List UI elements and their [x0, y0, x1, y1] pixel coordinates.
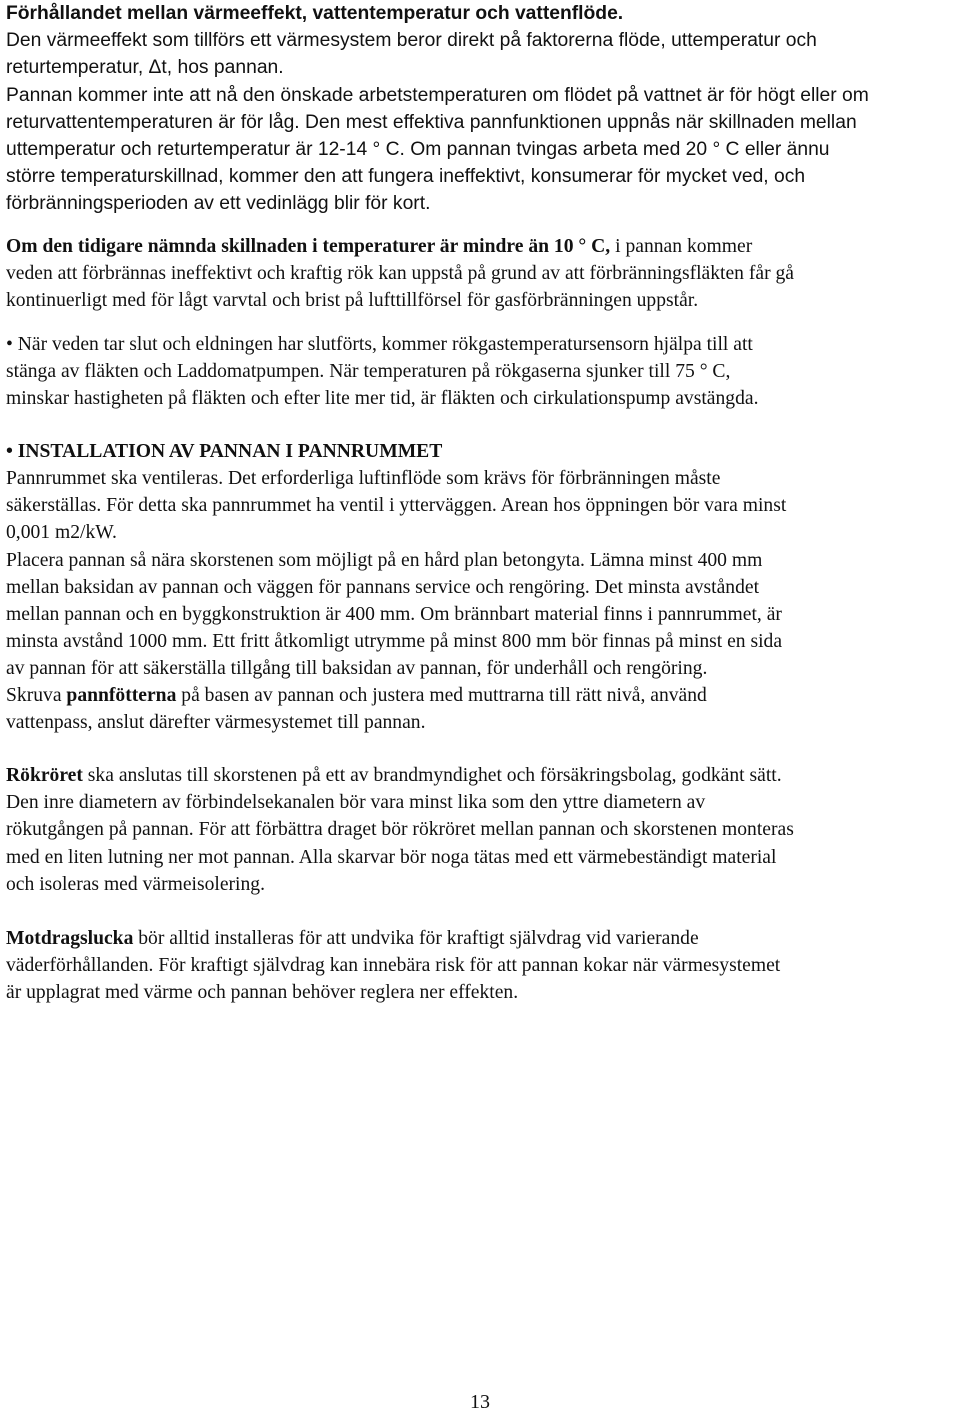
flue-bold-lead: Rökröret [6, 765, 83, 787]
paragraph-line: säkerställas. För detta ska pannrummet ha ventil i ytterväggen. Arean hos öppningen bör vara minst [6, 495, 787, 517]
paragraph-line: väderförhållanden. För kraftigt självdrag kan innebära risk för att pannan kokar när värmesystemet [6, 954, 781, 976]
paragraph-line: Placera pannan så nära skorstenen som möjligt på en hård plan betongyta. Lämna minst 400 mm [6, 549, 763, 571]
paragraph-line: vattenpass, anslut därefter värmesystemet till pannan. [6, 712, 426, 734]
paragraph-line: 0,001 m2/kW. [6, 522, 117, 544]
paragraph-line: returtemperatur, Δt, hos pannan. [6, 57, 284, 79]
paragraph-line: veden att förbrännas ineffektivt och kraftig rök kan uppstå på grund av att förbränningsfläkten får gå [6, 262, 795, 284]
paragraph-line: minskar hastigheten på fläkten och efter lite mer tid, är fläkten och cirkulationspump avstängda. [6, 388, 759, 410]
paragraph-line: Den värmeeffekt som tillförs ett värmesystem beror direkt på faktorerna flöde, uttemperatur och [6, 30, 817, 52]
paragraph-line: mellan baksidan av pannan och väggen för pannans service och rengöring. Det minsta avståndet [6, 576, 760, 598]
paragraph-line: är upplagrat med värme och pannan behöver reglera ner effekten. [6, 981, 519, 1003]
installation-section [6, 438, 956, 736]
page-number: 13 [470, 1391, 490, 1413]
damper-section [6, 925, 956, 1006]
bullet-fan-section [6, 331, 956, 412]
paragraph-line: mellan pannan och en byggkonstruktion är 400 mm. Om brännbart material finns i pannrummet, är [6, 603, 782, 625]
warning-section [6, 233, 956, 314]
paragraph-line: minsta avstånd 1000 mm. Ett fritt åtkomligt utrymme på minst 800 mm bör finnas på minst en sida [6, 630, 783, 652]
paragraph-line: kontinuerligt med för lågt varvtal och brist på lufttillförsel för gasförbränningen uppstår. [6, 289, 699, 311]
paragraph-line: av pannan för att säkerställa tillgång till baksidan av pannan, för underhåll och rengöring. [6, 657, 708, 679]
paragraph-line: stänga av fläkten och Laddomatpumpen. När temperaturen på rökgaserna sjunker till 75 ° C, [6, 361, 731, 382]
paragraph-line [6, 925, 956, 952]
paragraph-line: rökutgången på pannan. För att förbättra draget bör rökröret mellan pannan och skorstenen monteras [6, 819, 794, 841]
flue-line-rest: ska anslutas till skorstenen på ett av brandmyndighet och försäkringsbolag, godkänt sätt. [82, 765, 782, 787]
flue-section [6, 762, 956, 897]
damper-line-rest: bör alltid installeras för att undvika för kraftigt självdrag vid varierande [133, 927, 699, 949]
paragraph-line: uttemperatur och returtemperatur är 12-14 ° C. Om pannan tvingas arbeta med 20 ° C eller ännu [6, 139, 830, 161]
paragraph-line [6, 762, 956, 789]
installation-heading: • INSTALLATION AV PANNAN I PANNRUMMET [6, 441, 443, 463]
paragraph-line [6, 682, 956, 709]
paragraph-line: Den inre diametern av förbindelsekanalen bör vara minst lika som den yttre diametern av [6, 792, 706, 814]
paragraph-line [6, 233, 956, 260]
section-heading: Förhållandet mellan värmeeffekt, vattentemperatur och vattenflöde. [6, 3, 624, 24]
intro-section [6, 0, 956, 218]
paragraph-line: förbränningsperioden av ett vedinlägg blir för kort. [6, 193, 431, 215]
paragraph-line: Pannrummet ska ventileras. Det erforderliga luftinflöde som krävs för förbränningen måste [6, 468, 721, 490]
feet-line-rest: på basen av pannan och justera med muttrarna till rätt nivå, använd [176, 685, 707, 707]
document-page [6, 0, 956, 1006]
warning-line-rest: i pannan kommer [610, 235, 753, 257]
paragraph-line: och isoleras med värmeisolering. [6, 873, 265, 895]
paragraph-line: med en liten lutning ner mot pannan. Alla skarvar bör noga tätas med ett värmebeständigt material [6, 846, 777, 868]
paragraph-line: Pannan kommer inte att nå den önskade arbetstemperaturen om flödet på vattnet är för högt eller om [6, 84, 869, 106]
paragraph-line: större temperaturskillnad, kommer den att fungera ineffektivt, konsumerar för mycket ved, och [6, 166, 806, 188]
feet-bold-term: pannfötterna [66, 685, 177, 707]
warning-bold-lead: Om den tidigare nämnda skillnaden i temperaturer är mindre än 10 ° C, [6, 235, 611, 257]
bullet-line: • När veden tar slut och eldningen har slutförts, kommer rökgastemperatursensorn hjälpa till att [6, 333, 753, 355]
feet-prefix: Skruva [6, 685, 67, 707]
paragraph-line: returvattentemperaturen är för låg. Den mest effektiva pannfunktionen uppnås när skillnaden mellan [6, 111, 857, 133]
damper-bold-lead: Motdragslucka [6, 927, 134, 949]
